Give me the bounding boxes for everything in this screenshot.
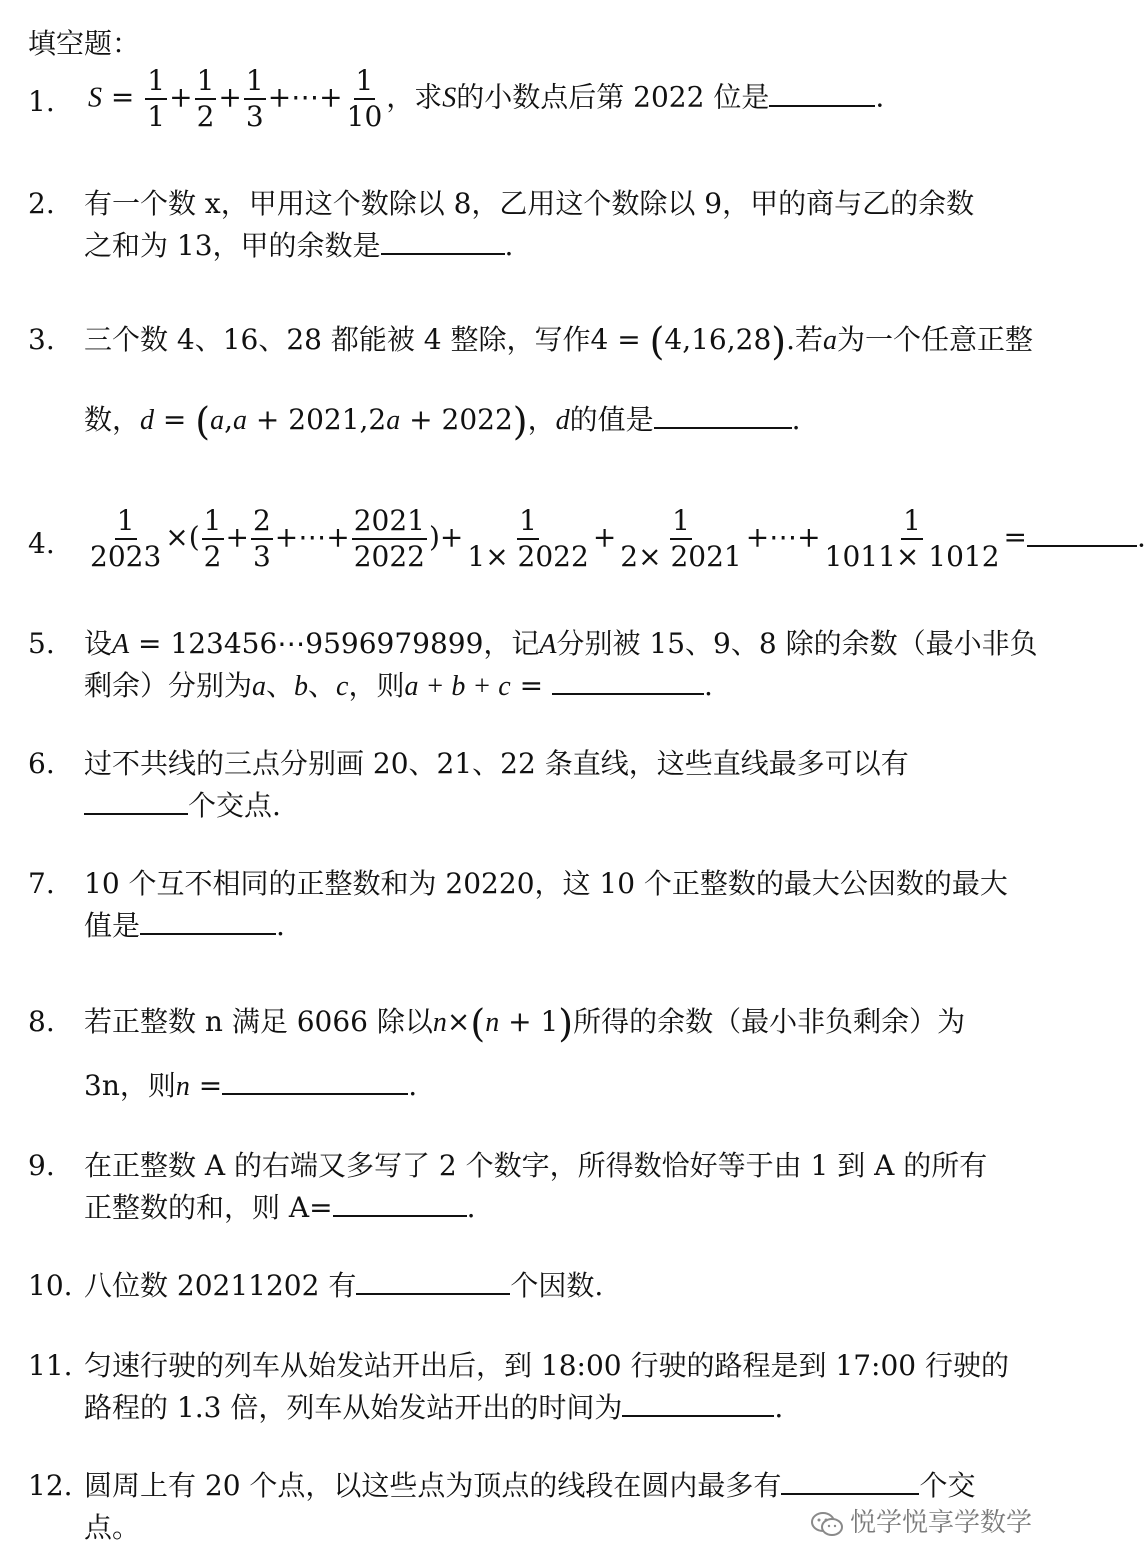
answer-blank-12[interactable] bbox=[781, 1467, 919, 1495]
plus-sign: + bbox=[218, 80, 242, 114]
answer-blank-2[interactable] bbox=[381, 227, 505, 255]
question-5-line-2: 剩余）分别为a、b、c，则a + b + c = . bbox=[84, 669, 713, 702]
answer-blank-10[interactable] bbox=[356, 1267, 510, 1295]
question-6-number: 6. bbox=[28, 747, 55, 780]
question-5-line-1: 设A = 123456⋯9596979899，记A分别被 15、9、8 除的余数（最小非负 bbox=[84, 627, 1038, 660]
wechat-icon bbox=[810, 1511, 844, 1537]
question-7-line-2: 值是 . bbox=[84, 909, 285, 942]
question-12-line-2: 点。 bbox=[84, 1511, 141, 1544]
var-S: S bbox=[442, 82, 457, 114]
question-11-line-1: 匀速行驶的列车从始发站开出后，到 18:00 行驶的路程是到 17:00 行驶的 bbox=[84, 1349, 1009, 1382]
question-8-line-2: 3n，则n = . bbox=[84, 1069, 418, 1102]
ellipsis-sum: +⋯+ bbox=[267, 80, 343, 114]
answer-blank-8[interactable] bbox=[222, 1067, 408, 1095]
question-6-line-2: 个交点. bbox=[84, 786, 281, 826]
answer-blank-5[interactable] bbox=[552, 667, 704, 695]
question-3-line-2: 数，d = (a,a + 2021,2a + 2022)，d的值是 . bbox=[84, 399, 801, 444]
question-9-number: 9. bbox=[28, 1149, 55, 1182]
fraction-1-1: $\frac{1}{1}$ bbox=[147, 64, 166, 133]
section-heading: 填空题： bbox=[28, 27, 141, 60]
question-10-line-1: 八位数 20211202 有 个因数. bbox=[84, 1269, 604, 1302]
watermark bbox=[810, 1502, 1032, 1539]
question-11-line-2: 路程的 1.3 倍，列车从始发站开出的时间为 . bbox=[84, 1391, 784, 1424]
equals-sign: = bbox=[110, 80, 135, 114]
question-8-number: 8. bbox=[28, 1005, 55, 1038]
question-3-line-1: 三个数 4、16、28 都能被 4 整除，写作4 = (4,16,28).若a为一个任意正整 bbox=[84, 319, 1034, 364]
fraction-2-3: $\frac{2}{3}$ bbox=[252, 504, 271, 573]
fraction-1-10: $\frac{1}{10}$ bbox=[346, 64, 383, 133]
answer-blank-6[interactable] bbox=[84, 787, 188, 815]
question-12-line-1: 圆周上有 20 个点，以这些点为顶点的线段在圆内最多有 个交 bbox=[84, 1469, 976, 1502]
var-S: S bbox=[88, 82, 102, 114]
fraction-1-2: $\frac{1}{2}$ bbox=[203, 504, 222, 573]
question-9-line-2: 正整数的和，则 A= . bbox=[84, 1191, 476, 1224]
fraction-1-1x2022: $\frac{1}{1\times 2022}$ bbox=[467, 504, 589, 573]
answer-blank-7[interactable] bbox=[140, 907, 276, 935]
answer-blank-11[interactable] bbox=[622, 1389, 774, 1417]
fraction-1-2x2021: $\frac{1}{2\times 2021}$ bbox=[620, 504, 742, 573]
question-2-line-1: 有一个数 x，甲用这个数除以 8，乙用这个数除以 9，甲的商与乙的余数 bbox=[84, 187, 975, 220]
question-2-line-2: 之和为 13，甲的余数是 . bbox=[84, 229, 514, 262]
question-9-line-1: 在正整数 A 的右端又多写了 2 个数字，所得数恰好等于由 1 到 A 的所有 bbox=[84, 1149, 988, 1182]
question-10-number: 10. bbox=[28, 1269, 73, 1302]
question-1-text: ，求 bbox=[386, 80, 443, 114]
fraction-1-1011x1012: $\frac{1}{1011\times 1012}$ bbox=[824, 504, 1000, 573]
question-7-number: 7. bbox=[28, 867, 55, 900]
answer-blank-9[interactable] bbox=[333, 1189, 467, 1217]
question-2-number: 2. bbox=[28, 187, 55, 220]
question-1-text-2: 的小数点后第 2022 位是 bbox=[456, 80, 770, 114]
question-1-number: 1. bbox=[28, 85, 55, 118]
question-11-number: 11. bbox=[28, 1349, 73, 1382]
plus-sign: + bbox=[169, 80, 193, 114]
watermark-text: 悦学悦享学数学 bbox=[850, 1508, 1033, 1538]
question-4-number: 4. bbox=[28, 527, 55, 560]
question-7-line-1: 10 个互不相同的正整数和为 20220，这 10 个正整数的最大公因数的最大 bbox=[84, 867, 1008, 900]
period: . bbox=[875, 80, 885, 114]
fraction-1-3: $\frac{1}{3}$ bbox=[245, 64, 264, 133]
fraction-1-2023: $\frac{1}{2023}$ bbox=[90, 504, 162, 573]
question-8-line-1: 若正整数 n 满足 6066 除以n×(n + 1)所得的余数（最小非负剩余）为 bbox=[84, 1001, 966, 1046]
question-4: $\frac{1}{2023}$ ×( $\frac{1}{2}$ + $\frac{2}{3}$ +⋯+ $\frac{2021}{2022}$ )+ $\frac{1}{1\times 2022}$ + $\frac{1}{2\times 2021}$ +⋯+ $\frac{1}{1011\times 1012}$ = . bbox=[90, 504, 1146, 573]
question-5-number: 5. bbox=[28, 627, 55, 660]
question-3-number: 3. bbox=[28, 323, 55, 356]
question-1 bbox=[88, 64, 884, 134]
fraction-2021-2022: $\frac{2021}{2022}$ bbox=[353, 504, 425, 573]
answer-blank-1[interactable] bbox=[769, 79, 875, 107]
fraction-1-2: $\frac{1}{2}$ bbox=[196, 64, 215, 133]
question-12-number: 12. bbox=[28, 1469, 73, 1502]
answer-blank-3[interactable] bbox=[654, 401, 792, 429]
question-6-line-1: 过不共线的三点分别画 20、21、22 条直线，这些直线最多可以有 bbox=[84, 747, 909, 780]
answer-blank-4[interactable] bbox=[1027, 519, 1137, 547]
